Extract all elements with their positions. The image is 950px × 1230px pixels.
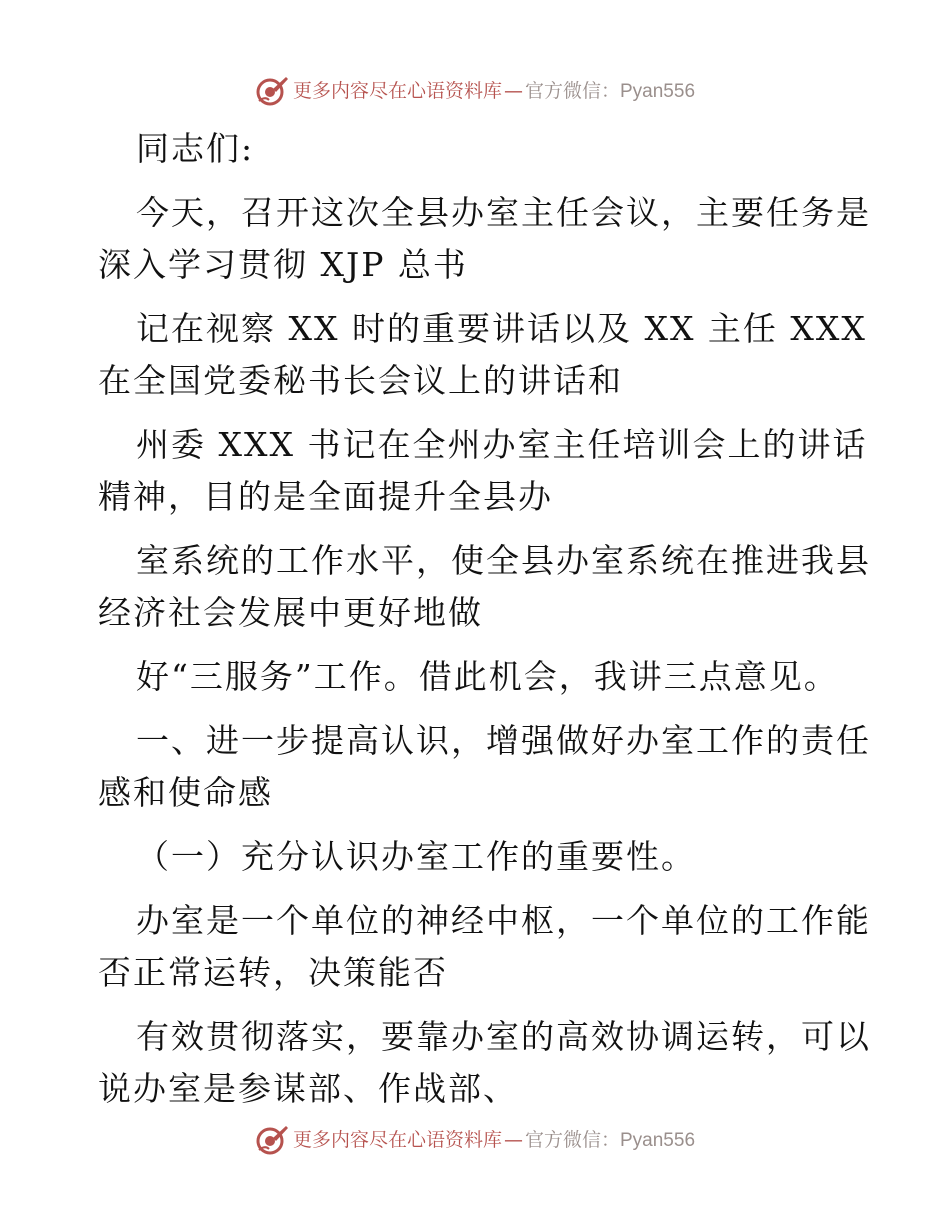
paragraph-line: 说办室是参谋部、作战部、 [98,1069,518,1108]
paragraph-line: 州委 XXX 书记在全州办室主任培训会上的讲话 [136,425,868,464]
paragraph [98,303,867,407]
paragraph-line: 同志们: [136,129,255,168]
paragraph-line: 办室是一个单位的神经中枢，一个单位的工作能 [136,901,871,940]
paragraph-line: 好“三服务”工作。借此机会，我讲三点意见。 [136,657,839,696]
watermark-wechat-id: Pyan556 [620,80,696,102]
paragraph-line: 记在视察 XX 时的重要讲话以及 XX 主任 XXX [136,309,867,348]
paragraph-line: 深入学习贯彻 XJP 总书 [98,245,468,284]
watermark-dash: — [503,79,523,102]
paragraph [98,895,871,999]
watermark-official-text: 官方微信： [524,79,620,102]
paragraph [98,651,858,703]
paragraph-line: 否正常运转，决策能否 [98,953,448,992]
watermark-wechat-id: Pyan556 [620,1129,696,1151]
document-body [98,123,871,1115]
pen-logo-icon [255,74,289,108]
paragraph [98,1011,871,1115]
watermark-main-text: 更多内容尽在心语资料库 [292,79,502,102]
paragraph-line: 室系统的工作水平，使全县办室系统在推进我县 [136,541,871,580]
paragraph-line: 在全国党委秘书长会议上的讲话和 [98,361,623,400]
paragraph-line: 经济社会发展中更好地做 [98,593,483,632]
paragraph-line: （一）充分认识办室工作的重要性。 [136,837,696,876]
paragraph [98,831,858,883]
paragraph-line: 有效贯彻落实，要靠办室的高效协调运转，可以 [136,1017,871,1056]
pen-logo-icon [255,1123,289,1157]
paragraph-line: 精神，目的是全面提升全县办 [98,477,553,516]
watermark-official-text: 官方微信： [524,1128,620,1151]
paragraph [98,715,871,819]
paragraph [98,187,871,291]
paragraph [98,123,858,175]
footer-watermark [0,1120,950,1160]
paragraph-line: 感和使命感 [98,773,273,812]
paragraph [98,419,868,523]
paragraph-line: 今天，召开这次全县办室主任会议，主要任务是 [136,193,871,232]
paragraph-line: 一、进一步提高认识，增强做好办室工作的责任 [136,721,871,760]
paragraph [98,535,871,639]
watermark-dash: — [503,1128,523,1151]
header-watermark [0,71,950,111]
watermark-main-text: 更多内容尽在心语资料库 [292,1128,502,1151]
